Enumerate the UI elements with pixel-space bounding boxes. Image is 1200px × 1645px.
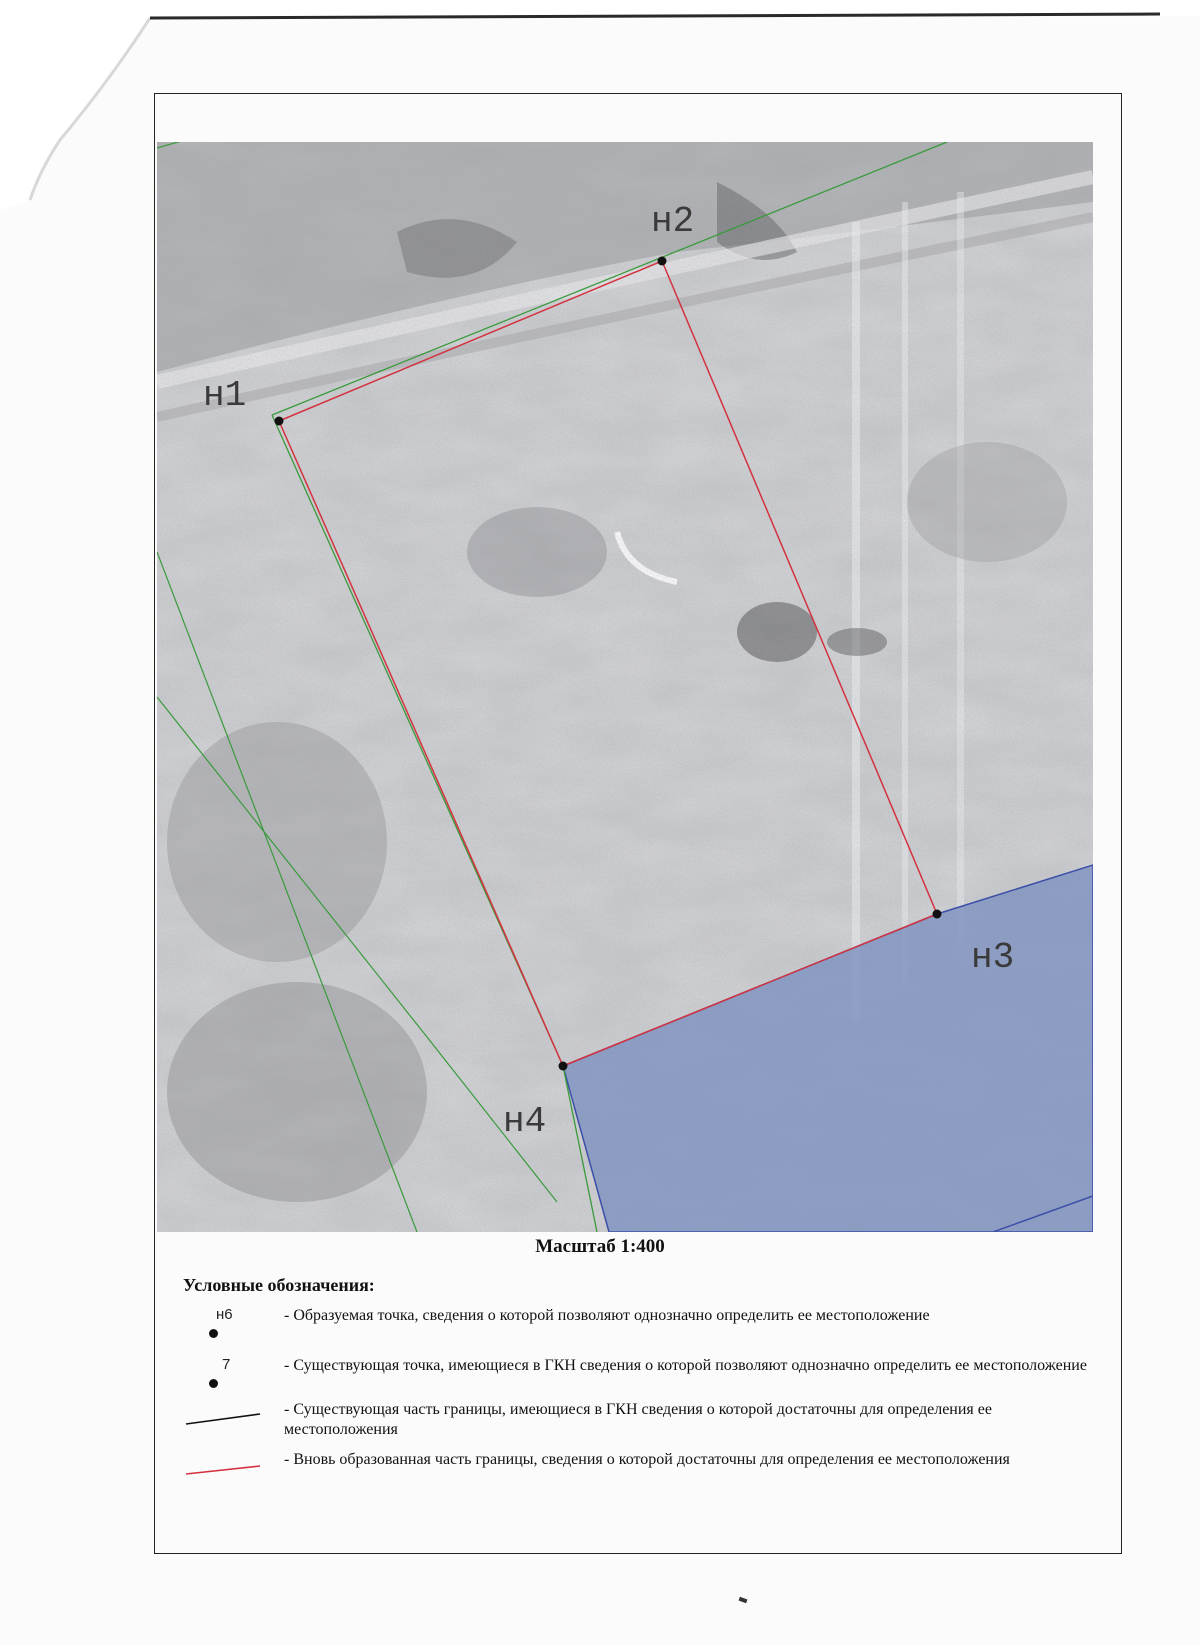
point-label-n4: н4 — [503, 1101, 547, 1142]
point-label-n1: н1 — [203, 375, 247, 416]
scan-speck — [739, 1597, 748, 1603]
existing-point-icon — [209, 1379, 218, 1388]
boundary-point-n4 — [559, 1062, 568, 1071]
boundary-point-n2 — [658, 257, 667, 266]
boundary-point-n3 — [933, 910, 942, 919]
existing-boundary-line-icon — [183, 1400, 263, 1430]
cadastral-map — [157, 142, 1093, 1232]
legend-title: Условные обозначения: — [183, 1275, 375, 1295]
new-boundary-line-icon — [183, 1450, 263, 1480]
legend-text: - Вновь образованная часть границы, сведения о которой достаточны для определения ее местоположения — [284, 1451, 1010, 1468]
legend-symbol-label: 7 — [222, 1356, 231, 1373]
legend-text: - Образуемая точка, сведения о которой позволяют однозначно определить ее местоположение — [284, 1307, 930, 1324]
point-label-n2: н2 — [651, 201, 695, 242]
scale-label: Масштаб 1:400 — [535, 1236, 665, 1257]
boundary-point-n1 — [275, 417, 284, 426]
legend-text: - Существующая часть границы, имеющиеся в ГКН сведения о которой достаточны для определения ее местоположения — [284, 1401, 992, 1438]
legend-text: - Существующая точка, имеющиеся в ГКН сведения о которой позволяют однозначно определить ее местоположение — [284, 1357, 1087, 1374]
new-point-icon — [209, 1329, 218, 1338]
point-label-n3: н3 — [971, 937, 1015, 978]
legend-symbol-label: н6 — [216, 1306, 233, 1323]
map-canvas — [157, 142, 1093, 1232]
